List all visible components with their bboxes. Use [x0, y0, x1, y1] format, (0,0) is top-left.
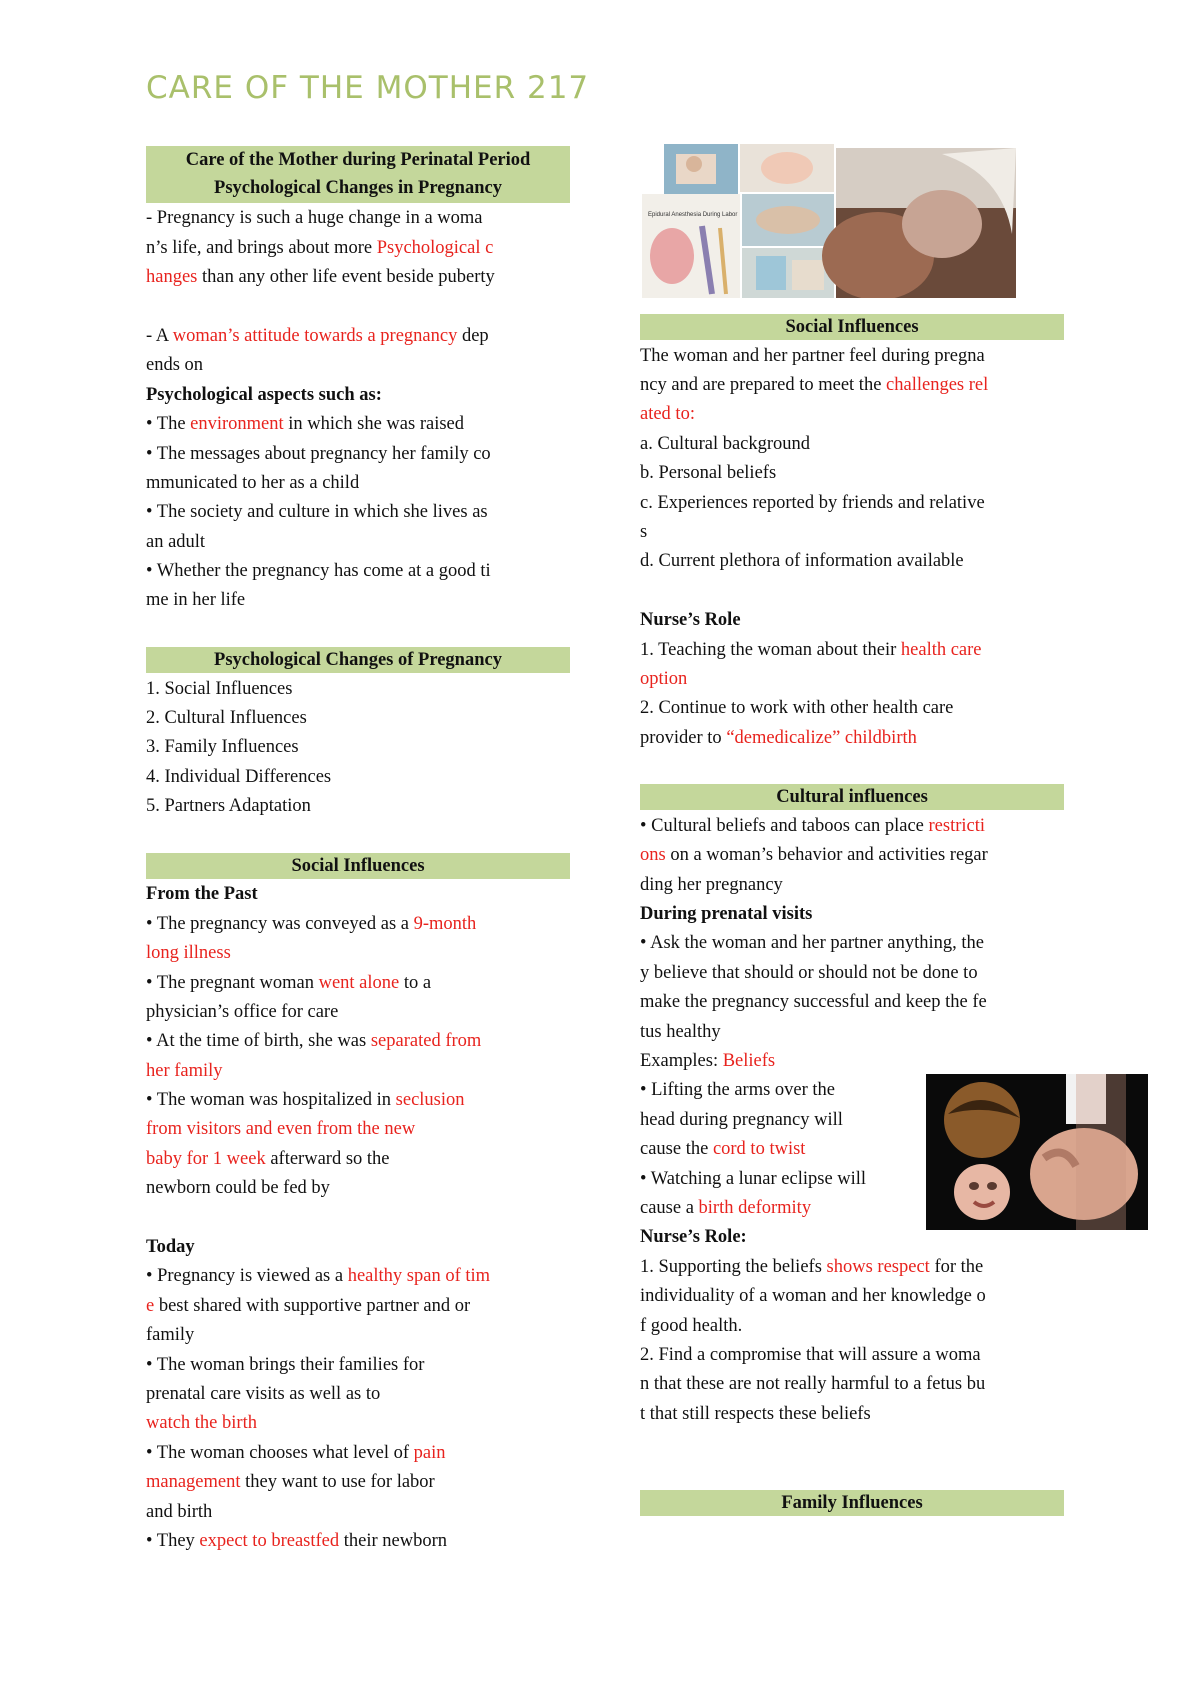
body-text: - A	[146, 325, 173, 346]
body-text: 2. Continue to work with other health care	[640, 698, 954, 719]
aspects-list	[146, 410, 570, 616]
emphasis-text: option	[640, 668, 688, 689]
section-header-perinatal	[146, 146, 570, 203]
text-line	[640, 1341, 1064, 1370]
text-line	[146, 1174, 570, 1203]
body-text: an adult	[146, 531, 206, 552]
document-title: CARE OF THE MOTHER 217	[146, 70, 590, 106]
header-line: Psychological Changes in Pregnancy	[214, 178, 502, 199]
body-text: and birth	[146, 1501, 213, 1522]
body-text: afterward so the	[265, 1148, 390, 1169]
text-line	[640, 1370, 1064, 1399]
text-line	[146, 910, 570, 939]
body-text: Examples:	[640, 1051, 723, 1072]
emphasis-text: pain	[413, 1442, 446, 1463]
text-line	[146, 1145, 570, 1174]
body-text: newborn could be fed by	[146, 1178, 330, 1199]
text-line	[640, 841, 1064, 870]
text-line	[640, 871, 1064, 900]
body-text: • Watching a lunar eclipse will	[640, 1168, 867, 1189]
emphasis-text: woman’s attitude towards a pregnancy	[172, 325, 458, 346]
body-text: mmunicated to her as a child	[146, 472, 360, 493]
paragraph-psych-changes	[146, 204, 570, 292]
body-text: tus healthy	[640, 1021, 721, 1042]
text-line	[146, 440, 570, 469]
changes-list	[146, 675, 570, 822]
text-line	[146, 469, 570, 498]
text-line	[640, 929, 1064, 958]
body-text: t that still respects these beliefs	[640, 1403, 871, 1424]
body-text: make the pregnancy successful and keep the fe	[640, 992, 987, 1013]
emphasis-text: expect to breastfed	[199, 1530, 340, 1551]
emphasis-text: cord to twist	[712, 1139, 806, 1160]
body-text: cause the	[640, 1139, 713, 1160]
emphasis-text: “demedicalize” childbirth	[726, 727, 917, 748]
list-item: 1. Social Influences	[146, 678, 293, 699]
text-line	[146, 998, 570, 1027]
text-line	[146, 1115, 570, 1144]
body-text: • Pregnancy is viewed as a	[146, 1266, 348, 1287]
emphasis-text: 9-month	[413, 913, 477, 934]
text-line	[640, 812, 1064, 841]
emphasis-text: ons	[640, 845, 666, 866]
emphasis-text: environment	[190, 414, 284, 435]
emphasis-text: shows respect	[826, 1256, 930, 1277]
body-text: a. Cultural background	[640, 433, 811, 454]
body-text: they want to use for labor	[240, 1472, 435, 1493]
text-line	[640, 547, 1064, 576]
body-text: for the	[929, 1256, 984, 1277]
body-text: • The pregnancy was conveyed as a	[146, 913, 414, 934]
body-text: best shared with supportive partner and or	[154, 1295, 471, 1316]
body-text: c. Experiences reported by friends and relative	[640, 492, 985, 513]
body-text: The woman and her partner feel during pregna	[640, 345, 985, 366]
text-line	[146, 204, 570, 233]
body-text: • The messages about pregnancy her family co	[146, 443, 491, 464]
text-line	[640, 1018, 1064, 1047]
body-text: n’s life, and brings about more	[146, 237, 377, 258]
text-line	[640, 988, 1064, 1017]
body-text: ncy and are prepared to meet the	[640, 375, 887, 396]
pregnancy-beliefs-image	[926, 1074, 1148, 1230]
body-text: cause a	[640, 1198, 699, 1218]
emphasis-text: went alone	[318, 972, 400, 993]
body-text: family	[146, 1325, 195, 1346]
body-text: • They	[146, 1530, 200, 1551]
body-text: 1. Supporting the beliefs	[640, 1256, 827, 1277]
prenatal-heading: During prenatal visits	[640, 904, 813, 925]
body-text: their newborn	[339, 1530, 448, 1551]
text-line	[640, 694, 1064, 723]
text-line	[146, 1498, 570, 1527]
left-column	[146, 144, 570, 1556]
emphasis-text: birth deformity	[698, 1198, 812, 1218]
list-item: 4. Individual Differences	[146, 766, 332, 787]
childbirth-collage-image	[642, 144, 1016, 298]
text-line	[146, 1262, 570, 1291]
body-text: y believe that should or should not be done to	[640, 962, 978, 983]
social-paragraph	[640, 342, 1064, 577]
emphasis-text: Beliefs	[722, 1051, 776, 1072]
emphasis-text: seclusion	[395, 1090, 465, 1111]
emphasis-text: baby for 1 week	[146, 1148, 266, 1169]
emphasis-text: management	[146, 1472, 241, 1493]
text-line	[640, 459, 1064, 488]
body-text: b. Personal beliefs	[640, 463, 777, 484]
emphasis-text: long illness	[146, 943, 231, 964]
text-line	[640, 371, 1064, 400]
text-line	[640, 430, 1064, 459]
text-line	[146, 969, 570, 998]
aspects-heading: Psychological aspects such as:	[146, 384, 382, 405]
emphasis-text: healthy span of tim	[347, 1266, 491, 1287]
text-line	[640, 1047, 1064, 1076]
body-text: physician’s office for care	[146, 1001, 339, 1022]
text-line	[146, 1292, 570, 1321]
collage-caption: Epidural Anesthesia During Labor	[648, 212, 738, 218]
past-heading: From the Past	[146, 884, 258, 905]
today-heading: Today	[146, 1237, 195, 1258]
body-text: • The society and culture in which she lives as	[146, 502, 488, 523]
nurse-role-heading: Nurse’s Role	[640, 610, 741, 631]
body-text: ding her pregnancy	[640, 874, 783, 895]
body-text: provider to	[640, 727, 727, 748]
emphasis-text: Psychological c	[376, 237, 494, 258]
body-text: me in her life	[146, 590, 246, 611]
today-list	[146, 1262, 570, 1556]
list-item: 5. Partners Adaptation	[146, 796, 311, 817]
emphasis-text: hanges	[146, 267, 198, 288]
body-text: • Cultural beliefs and taboos can place	[640, 815, 929, 836]
text-line	[640, 959, 1064, 988]
pregnancy-svg	[926, 1074, 1148, 1230]
text-line	[146, 1027, 570, 1056]
list-item: 2. Cultural Influences	[146, 708, 307, 728]
text-line	[146, 322, 570, 351]
text-line	[146, 1321, 570, 1350]
emphasis-text: separated from	[370, 1031, 482, 1052]
emphasis-text: challenges rel	[886, 375, 989, 396]
past-list	[146, 910, 570, 1204]
body-text: individuality of a woman and her knowledge o	[640, 1286, 986, 1307]
text-line	[640, 400, 1064, 429]
text-line	[146, 528, 570, 557]
body-text: on a woman’s behavior and activities regar	[665, 845, 988, 866]
text-line	[146, 1086, 570, 1115]
text-line	[640, 342, 1064, 371]
body-text: s	[640, 522, 648, 543]
text-line	[146, 586, 570, 615]
section-header-changes: Psychological Changes of Pregnancy	[146, 647, 570, 673]
header-line: Care of the Mother during Perinatal Period	[185, 149, 531, 170]
body-text: d. Current plethora of information available	[640, 551, 964, 572]
body-text: • The woman brings their families for	[146, 1354, 425, 1375]
emphasis-text: restricti	[928, 815, 986, 836]
text-line	[146, 498, 570, 527]
text-line	[640, 724, 1064, 753]
text-line	[146, 1527, 570, 1556]
text-line	[640, 1400, 1064, 1429]
body-text: 1. Teaching the woman about their	[640, 639, 901, 660]
text-line	[640, 665, 1064, 694]
text-line	[146, 1409, 570, 1438]
body-text: prenatal care visits as well as to	[146, 1383, 381, 1404]
body-text: - Pregnancy is such a huge change in a woma	[146, 208, 483, 229]
right-column	[640, 144, 1064, 1517]
body-text: • At the time of birth, she was	[146, 1031, 371, 1052]
body-text: 2. Find a compromise that will assure a woma	[640, 1344, 981, 1365]
section-header-cultural: Cultural influences	[640, 784, 1064, 810]
body-text: dep	[457, 325, 489, 346]
text-line	[640, 1282, 1064, 1311]
text-line	[640, 1253, 1064, 1282]
body-text: head during pregnancy will	[640, 1109, 843, 1130]
body-text: • Whether the pregnancy has come at a good ti	[146, 561, 491, 582]
nurse-role-2-list	[640, 1253, 1064, 1429]
cultural-paragraph	[640, 812, 1064, 900]
nurse-role-2-heading: Nurse’s Role:	[640, 1227, 747, 1248]
text-line	[640, 489, 1064, 518]
nurse-role-list	[640, 636, 1064, 754]
body-text: than any other life event beside puberty	[197, 267, 495, 288]
body-text: • Ask the woman and her partner anything, the	[640, 933, 985, 954]
body-text: • The pregnant woman	[146, 972, 319, 993]
emphasis-text: health care	[900, 639, 982, 660]
text-line	[146, 1057, 570, 1086]
section-header-family: Family Influences	[640, 1490, 1064, 1516]
text-line	[146, 351, 570, 380]
emphasis-text: ated to:	[640, 404, 695, 425]
text-line	[146, 557, 570, 586]
text-line	[146, 234, 570, 263]
list-item: 3. Family Influences	[146, 737, 299, 758]
text-line	[146, 939, 570, 968]
emphasis-text: her family	[146, 1060, 223, 1081]
emphasis-text: e	[146, 1295, 155, 1316]
body-text: • The woman chooses what level of	[146, 1442, 414, 1463]
text-line	[640, 518, 1064, 547]
section-header-social-right: Social Influences	[640, 314, 1064, 340]
paragraph-attitude	[146, 322, 570, 381]
body-text: n that these are not really harmful to a fetus bu	[640, 1374, 986, 1395]
body-text: ends on	[146, 355, 204, 376]
body-text: f good health.	[640, 1315, 743, 1336]
body-text: • Lifting the arms over the	[640, 1080, 836, 1101]
body-text: • The woman was hospitalized in	[146, 1090, 396, 1111]
body-text: • The	[146, 414, 191, 435]
text-line	[146, 1468, 570, 1497]
text-line	[146, 1439, 570, 1468]
text-line	[640, 1312, 1064, 1341]
text-line	[640, 636, 1064, 665]
collage-svg	[642, 144, 1016, 298]
text-line	[146, 1380, 570, 1409]
body-text: in which she was raised	[283, 414, 465, 435]
emphasis-text: watch the birth	[146, 1413, 257, 1434]
text-line	[146, 263, 570, 292]
text-line	[146, 1351, 570, 1380]
emphasis-text: from visitors and even from the new	[146, 1119, 416, 1140]
section-header-social: Social Influences	[146, 853, 570, 879]
text-line	[146, 410, 570, 439]
body-text: to a	[399, 972, 432, 993]
